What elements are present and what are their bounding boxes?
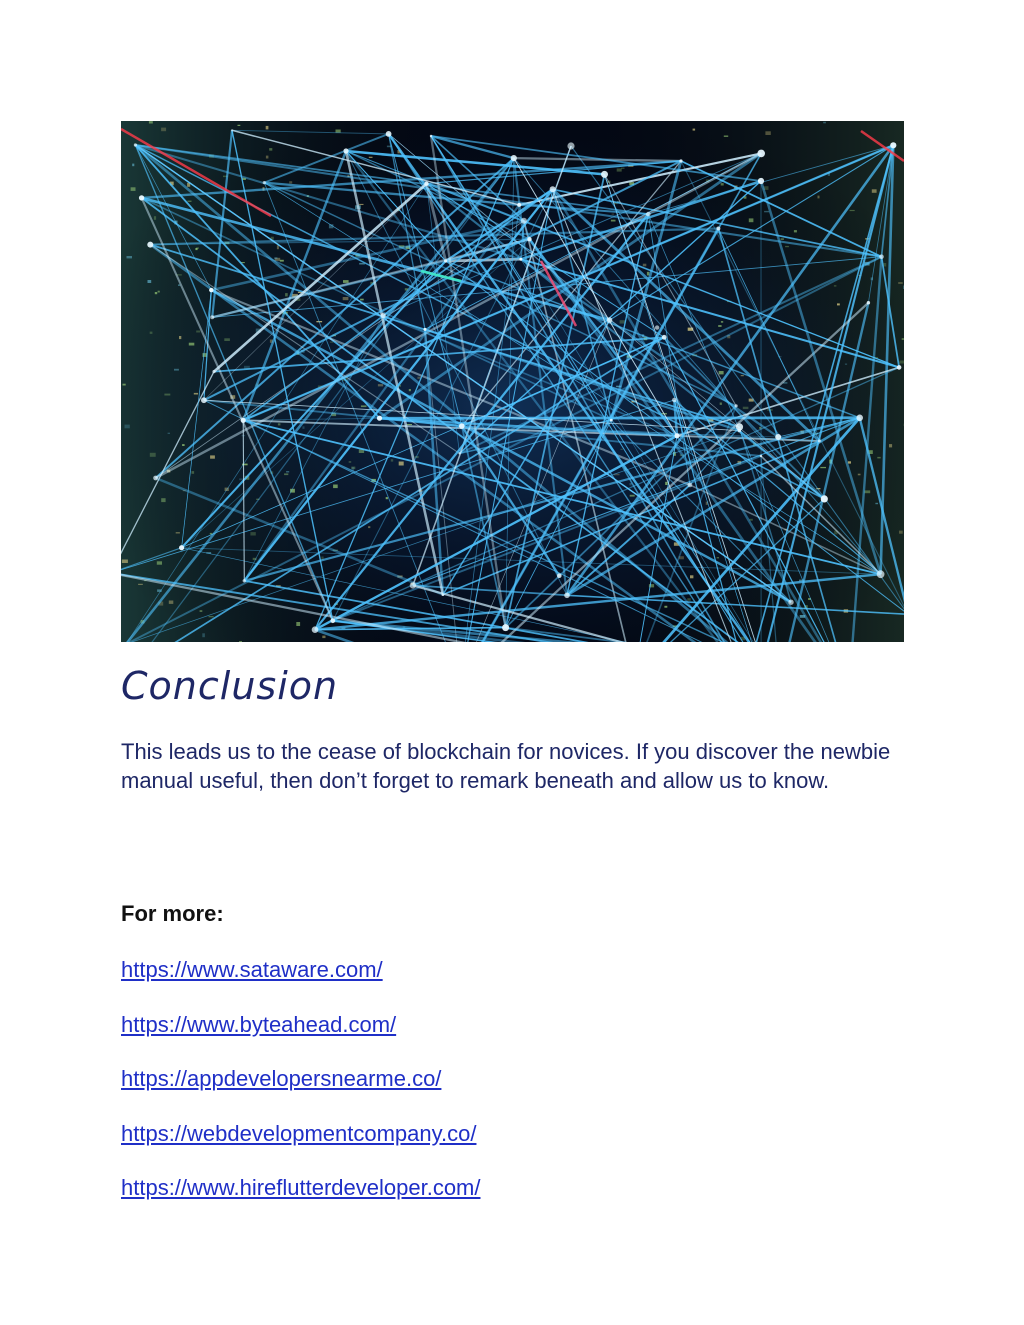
link-sataware[interactable]: https://www.sataware.com/ bbox=[121, 957, 383, 982]
network-image bbox=[121, 121, 904, 642]
page-title: Conclusion bbox=[121, 664, 339, 708]
link-appdevelopersnearme[interactable]: https://appdevelopersnearme.co/ bbox=[121, 1066, 442, 1091]
link-list bbox=[121, 955, 481, 1228]
list-item bbox=[121, 1119, 481, 1174]
body-paragraph: This leads us to the cease of blockchain for novices. If you discover the newbie manual useful, then don’t forget to remark beneath and allow us to know. bbox=[121, 739, 891, 793]
for-more-label: For more: bbox=[121, 901, 224, 926]
link-hireflutterdeveloper[interactable]: https://www.hireflutterdeveloper.com/ bbox=[121, 1175, 481, 1200]
network-lines-image bbox=[121, 121, 904, 642]
link-webdevelopmentcompany[interactable]: https://webdevelopmentcompany.co/ bbox=[121, 1120, 477, 1146]
link-byteahead[interactable]: https://www.byteahead.com/ bbox=[121, 1011, 397, 1037]
list-item bbox=[121, 1010, 481, 1065]
list-item bbox=[121, 955, 481, 1010]
list-item bbox=[121, 1064, 481, 1119]
list-item bbox=[121, 1173, 481, 1228]
